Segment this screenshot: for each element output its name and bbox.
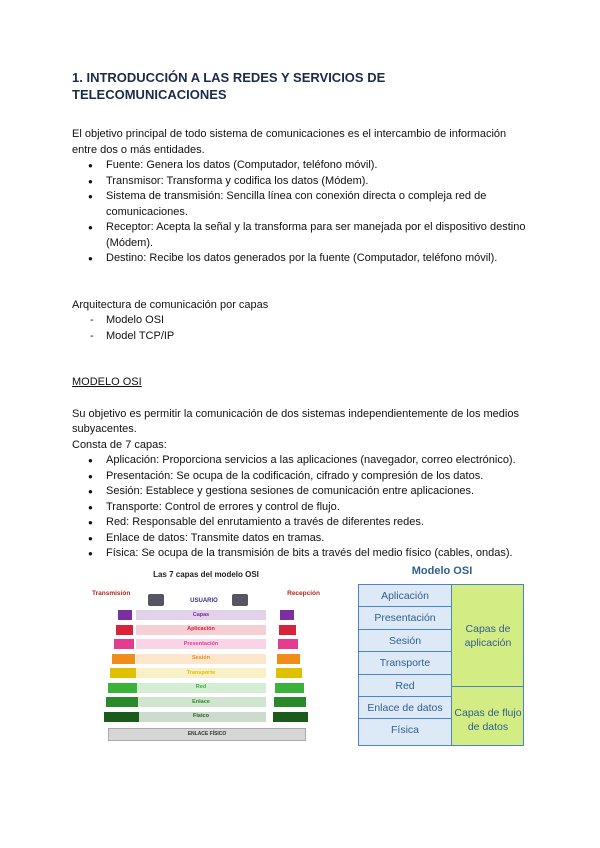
user-label: USUARIO [190, 598, 218, 604]
sender-computer-icon [148, 594, 164, 606]
osi-layers-illustration [88, 564, 324, 750]
illustration-title: Las 7 capas del modelo OSI [153, 570, 259, 579]
osi-table-grid [358, 584, 524, 746]
layer-label: Sesión [191, 655, 211, 661]
osi-layer-cell: Aplicación [359, 585, 451, 607]
layer-block-left [108, 683, 137, 693]
layer-block-left [116, 625, 133, 635]
osi-group-column [451, 585, 523, 745]
layer-block-left [110, 668, 136, 678]
layer-block-right [278, 639, 298, 649]
transmission-label: Transmisión [92, 590, 131, 597]
list-item: ● Sesión: Establece y gestiona sesiones de comunicación entre aplicaciones. [106, 484, 532, 500]
layer-block-right [273, 712, 308, 722]
layer-label: Aplicación [187, 626, 215, 632]
list-item: ● Red: Responsable del enrutamiento a través de diferentes redes. [106, 515, 532, 531]
layer-block-right [279, 625, 296, 635]
layer-label: Enlace [192, 698, 210, 705]
osi-layer-cell: Enlace de datos [359, 697, 451, 719]
page-title: 1. INTRODUCCIÓN A LAS REDES Y SERVICIOS DE TELECOMUNICACIONES [72, 70, 386, 102]
receiver-computer-icon [232, 594, 248, 606]
layer-label: Capas [192, 611, 210, 618]
group-data-flow-layers: Capas de flujo de datos [454, 706, 522, 733]
list-item: ● Receptor: Acepta la señal y la transforma para ser manejada por el dispositivo destino (Módem). [106, 220, 532, 251]
layer-block-left [112, 654, 135, 664]
layer-block-right [275, 683, 304, 693]
layer-label: Presentación [183, 640, 219, 647]
intro-list [72, 158, 532, 267]
layer-block-right [280, 610, 294, 620]
osi-model-table [358, 562, 526, 746]
document-body [72, 70, 532, 562]
list-item: ● Física: Se ocupa de la transmisión de bits a través del medio físico (cables, ondas). [106, 546, 532, 562]
layer-block-right [276, 668, 302, 678]
list-item: ● Transmisor: Transforma y codifica los datos (Módem). [106, 174, 532, 190]
osi-layers-title: Consta de 7 capas: [72, 438, 167, 451]
layer-block-left [114, 639, 134, 649]
layer-block-left [106, 697, 138, 707]
arch-title: Arquitectura de comunicación por capas [72, 298, 269, 311]
list-item: - Model TCP/IP [106, 329, 532, 345]
osi-section-title: MODELO OSI [72, 376, 142, 388]
layer-label: Red [195, 684, 207, 690]
osi-layer-cell: Física [390, 724, 419, 737]
osi-table-title: Modelo OSI [411, 565, 473, 577]
layer-label: Transporte [186, 669, 216, 676]
list-item: ● Fuente: Genera los datos (Computador, teléfono móvil). [106, 158, 532, 174]
intro-paragraph: El objetivo principal de todo sistema de comunicaciones es el intercambio de información entre dos o más entidades. [72, 128, 507, 156]
reception-label: Recepción [287, 590, 320, 597]
osi-intro: Su objetivo es permitir la comunicación de dos sistemas independientemente de los medios subyacentes. [72, 407, 519, 435]
layer-block-right [277, 654, 300, 664]
layer-block-left [118, 610, 132, 620]
arch-list [72, 313, 532, 344]
layer-block-right [274, 697, 306, 707]
osi-layer-cell: Presentación [359, 607, 451, 629]
osi-layer-cell: Red [359, 675, 451, 697]
osi-layer-column [359, 585, 451, 745]
layer-label: Físico [193, 713, 209, 719]
list-item: - Modelo OSI [106, 313, 532, 329]
osi-layer-cell: Transporte [359, 652, 451, 674]
list-item: ● Aplicación: Proporciona servicios a las aplicaciones (navegador, correo electrónico). [106, 453, 532, 469]
osi-layer-cell: Sesión [359, 630, 451, 652]
list-item: ● Sistema de transmisión: Sencilla línea con conexión directa o compleja red de comunicaciones. [106, 189, 532, 220]
physical-link-bar: ENLACE FÍSICO [108, 728, 306, 741]
list-item: ● Destino: Recibe los datos generados por la fuente (Computador, teléfono móvil). [106, 251, 532, 267]
osi-list [72, 453, 532, 562]
list-item: ● Transporte: Control de errores y control de flujo. [106, 500, 532, 516]
group-application-layers: Capas de aplicación [464, 622, 512, 649]
list-item: ● Enlace de datos: Transmite datos en tramas. [106, 531, 532, 547]
layer-block-left [104, 712, 139, 722]
list-item: ● Presentación: Se ocupa de la codificación, cifrado y compresión de los datos. [106, 469, 532, 485]
